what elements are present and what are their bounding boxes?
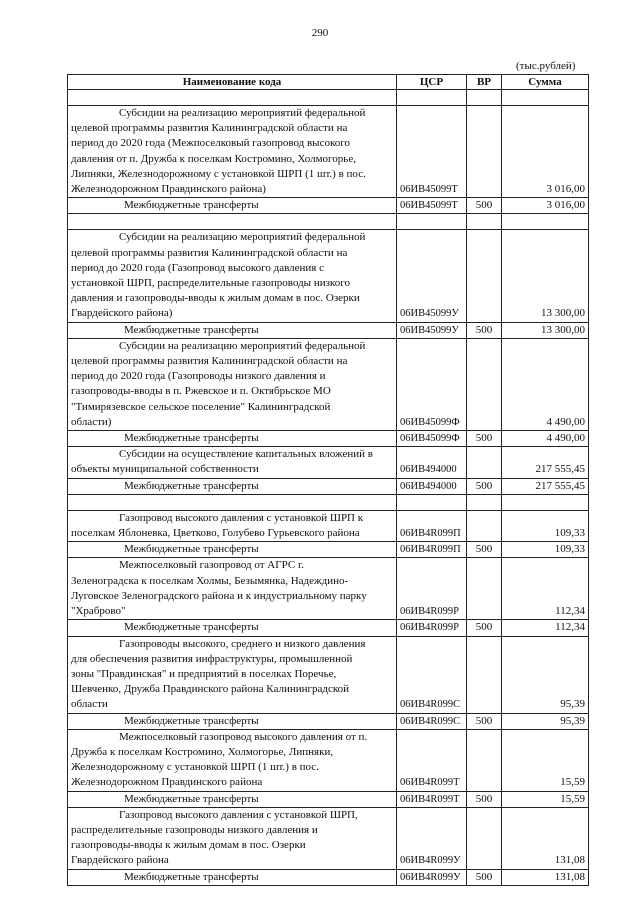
cell-sum: 217 555,45 (502, 447, 589, 478)
spacer-cell (467, 214, 502, 230)
name-text: Межбюджетные трансферты (124, 621, 259, 634)
cell-vr (467, 729, 502, 791)
cell-sum: 4 490,00 (502, 431, 589, 447)
cell-csr: 06ИВ4R099Т (397, 729, 467, 791)
cell-vr (467, 447, 502, 478)
cell-vr: 500 (467, 791, 502, 807)
cell-csr: 06ИВ4R099У (397, 807, 467, 869)
name-text: Межбюджетные трансферты (124, 199, 259, 212)
cell-vr (467, 807, 502, 869)
transfer-row (68, 322, 589, 338)
cell-sum: 112,34 (502, 620, 589, 636)
cell-csr: 06ИВ4R099Т (397, 791, 467, 807)
cell-sum: 131,08 (502, 807, 589, 869)
cell-vr: 500 (467, 713, 502, 729)
cell-csr: 06ИВ45099Т (397, 106, 467, 198)
item-row (68, 636, 589, 713)
spacer-row (68, 494, 589, 510)
cell-csr: 06ИВ494000 (397, 478, 467, 494)
cell-csr: 06ИВ45099Т (397, 198, 467, 214)
item-row (68, 807, 589, 869)
spacer-cell (68, 90, 397, 106)
cell-vr (467, 106, 502, 198)
cell-csr: 06ИВ45099Ф (397, 431, 467, 447)
cell-sum: 15,59 (502, 729, 589, 791)
name-text: Межбюджетные трансферты (124, 714, 259, 727)
cell-vr: 500 (467, 620, 502, 636)
cell-name (68, 713, 397, 729)
name-text: Газопровод высокого давления с установкой ШРП, распределительные газопроводы низкого давления и газопроводы-вводы к жилым домам в пос. Озерки Гвардейского района (71, 808, 358, 867)
cell-vr: 500 (467, 478, 502, 494)
transfer-row (68, 198, 589, 214)
transfer-row (68, 791, 589, 807)
cell-name (68, 322, 397, 338)
cell-csr: 06ИВ494000 (397, 447, 467, 478)
spacer-cell (397, 90, 467, 106)
spacer-row (68, 214, 589, 230)
spacer-cell (502, 90, 589, 106)
cell-sum: 4 490,00 (502, 338, 589, 430)
table-body (68, 90, 589, 886)
name-text: Субсидии на реализацию мероприятий федеральной целевой программы развития Калининградской области на период до 2020 года (Газопровод высокого давления с установкой ШРП, распределительные газопроводы низкого давления и газопроводы-вводы к жилым домам в пос. Озерки Гвардейского района) (71, 231, 366, 320)
name-text: Межбюджетные трансферты (124, 792, 259, 805)
cell-name (68, 198, 397, 214)
spacer-cell (397, 214, 467, 230)
cell-vr: 500 (467, 322, 502, 338)
spacer-cell (467, 494, 502, 510)
page-number: 290 (311, 27, 329, 39)
cell-sum: 109,33 (502, 510, 589, 541)
transfer-row (68, 478, 589, 494)
budget-table (67, 74, 589, 886)
spacer-cell (68, 214, 397, 230)
spacer-cell (502, 214, 589, 230)
name-text: Субсидии на реализацию мероприятий федеральной целевой программы развития Калининградской области на период до 2020 года (Газопроводы низкого давления и газопроводы-вводы в п. Ржевское и п. Октябрьское МО "Тимирязевское сельское поселение" Калининградской области) (71, 339, 366, 428)
item-row (68, 510, 589, 541)
cell-vr (467, 510, 502, 541)
name-text: Газопроводы высокого, среднего и низкого давления для обеспечения развития инфраструктуры, промышленной зоны "Правдинская" и предприятий в поселках Поречье, Шевченко, Дружба Правдинского района Калининградской области (71, 637, 366, 711)
transfer-row (68, 542, 589, 558)
spacer-cell (68, 494, 397, 510)
header-sum: Сумма (502, 75, 589, 90)
cell-sum: 109,33 (502, 542, 589, 558)
cell-sum: 13 300,00 (502, 322, 589, 338)
item-row (68, 106, 589, 198)
cell-name (68, 620, 397, 636)
cell-sum: 217 555,45 (502, 478, 589, 494)
cell-csr: 06ИВ4R099У (397, 869, 467, 885)
cell-name (68, 542, 397, 558)
cell-vr: 500 (467, 869, 502, 885)
cell-vr (467, 636, 502, 713)
cell-sum: 15,59 (502, 791, 589, 807)
name-text: Субсидии на осуществление капитальных вложений в объекты муниципальной собственности (71, 448, 373, 476)
header-vr: ВР (467, 75, 502, 90)
cell-sum: 13 300,00 (502, 230, 589, 322)
cell-name (68, 431, 397, 447)
cell-sum: 95,39 (502, 713, 589, 729)
cell-sum: 3 016,00 (502, 198, 589, 214)
name-text: Межбюджетные трансферты (124, 870, 259, 883)
name-text: Субсидии на реализацию мероприятий федеральной целевой программы развития Калининградской области на период до 2020 года (Межпоселковый газопровод высокого давления от п. Дружба к поселкам Костромино, Холмогорье, Липняки, Железнодорожному с установкой ШРП (1 шт.) в пос. Железнодорожном Правдинского района) (71, 107, 366, 196)
cell-vr (467, 230, 502, 322)
cell-vr: 500 (467, 198, 502, 214)
cell-csr: 06ИВ4R099С (397, 713, 467, 729)
transfer-row (68, 620, 589, 636)
cell-csr: 06ИВ45099Ф (397, 338, 467, 430)
item-row (68, 729, 589, 791)
cell-name (68, 729, 397, 791)
cell-csr: 06ИВ4R099Р (397, 620, 467, 636)
cell-vr (467, 558, 502, 620)
name-text: Газопровод высокого давления с установкой ШРП к поселкам Яблоневка, Цветково, Голубево Гурьевского района (71, 511, 364, 540)
cell-sum: 112,34 (502, 558, 589, 620)
header-csr: ЦСР (397, 75, 467, 90)
spacer-row (68, 90, 589, 106)
cell-sum: 3 016,00 (502, 106, 589, 198)
cell-name (68, 230, 397, 322)
cell-vr (467, 338, 502, 430)
item-row (68, 447, 589, 478)
cell-name (68, 106, 397, 198)
transfer-row (68, 713, 589, 729)
cell-name (68, 869, 397, 885)
cell-sum: 131,08 (502, 869, 589, 885)
cell-csr: 06ИВ45099У (397, 230, 467, 322)
cell-name (68, 510, 397, 541)
cell-csr: 06ИВ4R099Р (397, 558, 467, 620)
cell-name (68, 478, 397, 494)
item-row (68, 558, 589, 620)
cell-csr: 06ИВ4R099П (397, 510, 467, 541)
units-label: (тыс.рублей) (516, 60, 576, 72)
name-text: Межбюджетные трансферты (124, 432, 259, 445)
name-text: Межбюджетные трансферты (124, 543, 259, 556)
cell-name (68, 791, 397, 807)
item-row (68, 230, 589, 322)
transfer-row (68, 431, 589, 447)
name-text: Межпоселковый газопровод от АГРС г. Зеленоградска к поселкам Холмы, Безымянка, Надеждино- Луговское Зеленоградского района и к индустриальному парку "Храброво" (71, 559, 367, 618)
cell-name (68, 807, 397, 869)
table-header-row (68, 75, 589, 90)
cell-vr: 500 (467, 542, 502, 558)
item-row (68, 338, 589, 430)
cell-sum: 95,39 (502, 636, 589, 713)
spacer-cell (502, 494, 589, 510)
cell-name (68, 338, 397, 430)
cell-csr: 06ИВ45099У (397, 322, 467, 338)
spacer-cell (467, 90, 502, 106)
name-text: Межбюджетные трансферты (124, 479, 259, 492)
spacer-cell (397, 494, 467, 510)
cell-name (68, 636, 397, 713)
cell-vr: 500 (467, 431, 502, 447)
cell-csr: 06ИВ4R099П (397, 542, 467, 558)
cell-name (68, 447, 397, 478)
cell-name (68, 558, 397, 620)
name-text: Межбюджетные трансферты (124, 323, 259, 336)
cell-csr: 06ИВ4R099С (397, 636, 467, 713)
header-name: Наименование кода (68, 75, 397, 90)
transfer-row (68, 869, 589, 885)
name-text: Межпоселковый газопровод высокого давления от п. Дружба к поселкам Костромино, Холмогорье, Липняки, Железнодорожному с установкой ШРП (1 шт.) в пос. Железнодорожном Правдинского района (71, 730, 368, 789)
